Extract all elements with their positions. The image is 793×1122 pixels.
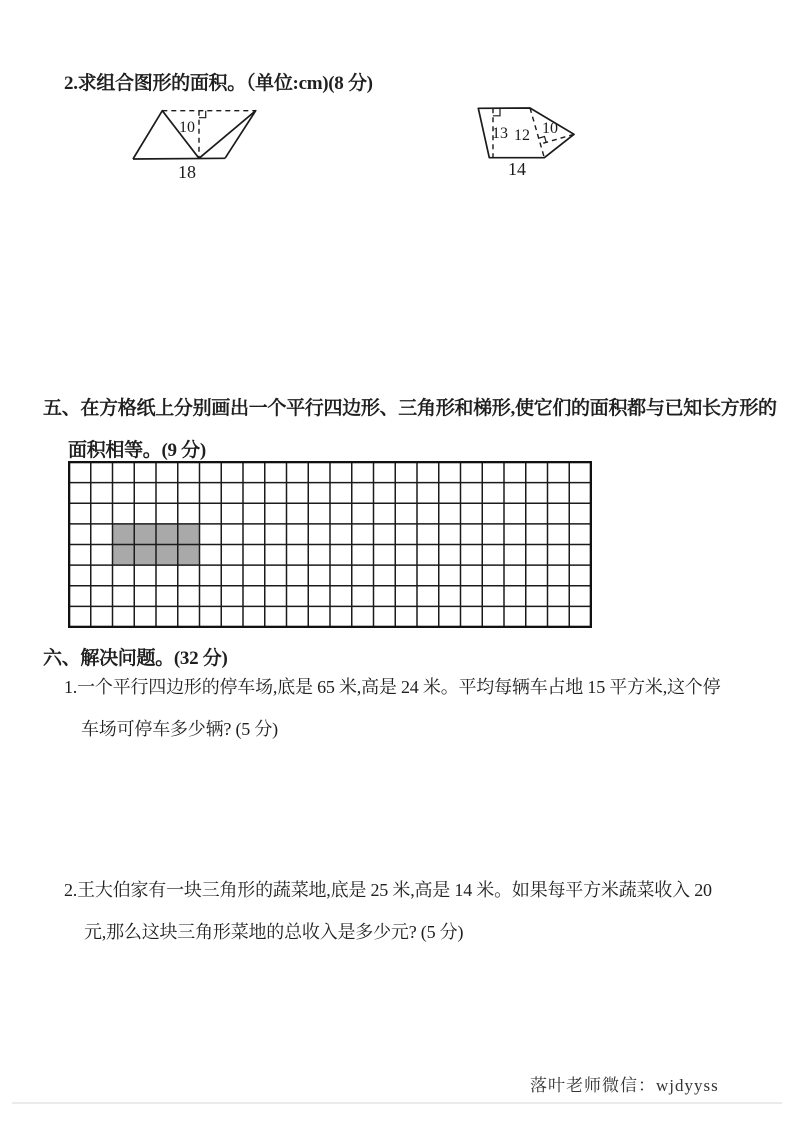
composite-figure-2 xyxy=(460,95,595,190)
fig2-right-angle-mark-inner xyxy=(539,137,547,143)
grid-paper xyxy=(68,461,592,628)
fig1-base-edge xyxy=(133,158,225,159)
fig1-height-label: 10 xyxy=(179,119,195,136)
fig1-right-angle-mark xyxy=(199,111,206,118)
fig1-base-label: 18 xyxy=(178,162,196,182)
fig2-diagonal-label: 12 xyxy=(514,127,530,144)
question-2-heading: 2.求组合图形的面积。（单位:cm)(8 分) xyxy=(64,73,373,94)
section-5-heading-line2: 面积相等。(9 分) xyxy=(68,440,206,461)
section-5-heading-line1: 五、在方格纸上分别画出一个平行四边形、三角形和梯形,使它们的面积都与已知长方形的 xyxy=(43,398,777,419)
problem-1-line2: 车场可停车多少辆? (5 分) xyxy=(81,719,278,739)
scan-artifact-line xyxy=(12,1102,782,1104)
problem-2-line2: 元,那么这块三角形菜地的总收入是多少元? (5 分) xyxy=(84,922,464,942)
fig2-left-height-label: 13 xyxy=(492,125,508,142)
problem-1-line1: 1.一个平行四边形的停车场,底是 65 米,高是 24 米。平均每辆车占地 15 平方米,这个停 xyxy=(64,677,721,697)
composite-figure-1 xyxy=(110,95,280,190)
fig2-right-height-label: 10 xyxy=(542,120,558,137)
teacher-wechat-contact: 落叶老师微信：wjdyyss xyxy=(530,1076,719,1095)
section-6-heading: 六、解决问题。(32 分) xyxy=(43,648,228,669)
problem-2-line1: 2.王大伯家有一块三角形的蔬菜地,底是 25 米,高是 14 米。如果每平方米蔬菜收入 20 xyxy=(64,880,712,900)
fig2-right-angle-mark-top xyxy=(493,108,500,115)
fig2-base-label: 14 xyxy=(508,159,526,179)
